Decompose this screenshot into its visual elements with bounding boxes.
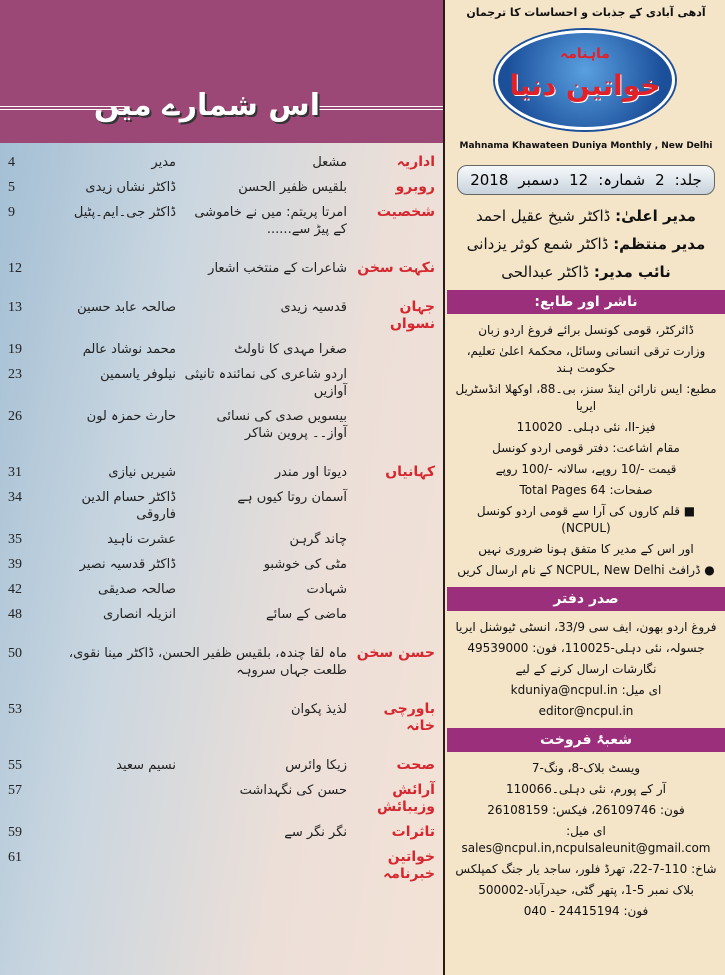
head_office-line: ای میل: kduniya@ncpul.in [510, 683, 662, 697]
magazine-logo [495, 30, 675, 130]
editor-line [447, 234, 725, 254]
english-name: Mahnama Khawateen Duniya Monthly , New Delhi [459, 141, 713, 151]
publisher-line: فیز-II، نئی دہلی۔ 110020 [516, 420, 656, 434]
toc-section: کہانیاں [385, 464, 435, 480]
publisher-line: صفحات: Total Pages 64 [519, 483, 653, 497]
info-blocks [447, 206, 725, 924]
publisher-line: مطبع: ایس نارائن اینڈ سنز، بی۔88، اوکھلا انڈسٹریل ایریا [455, 382, 717, 413]
toc-title: آسمان روتا کیوں ہے [237, 490, 347, 505]
toc-page: 57 [8, 783, 22, 798]
toc-section: اداریہ [396, 154, 435, 170]
toc-page: 13 [8, 300, 22, 315]
logo-monthly: ماہنامہ [560, 46, 610, 62]
head_office-line: جسولہ، نئی دہلی-110025، فون: 49539000 [467, 641, 705, 655]
toc-row [8, 641, 435, 683]
toc-row [8, 460, 435, 485]
toc-title: زیکا وائرس [285, 758, 347, 773]
toc-page: 34 [8, 490, 22, 505]
toc-author: صالحہ عابد حسین [77, 300, 176, 315]
toc-author: مدیر [151, 155, 176, 170]
editor-line [447, 206, 725, 226]
sales-line: شاخ: 110-7-22، تھرڈ فلور، ساجد یار جنگ کمپلکس [455, 862, 717, 876]
toc-title: شاعرات کے منتخب اشعار [208, 261, 347, 276]
toc-row [8, 697, 435, 739]
toc-title: نگر نگر سے [284, 825, 347, 840]
head_office-line: فروغ اردو بھون، ایف سی 33/9، انسٹی ٹیوشنل ایریا [455, 620, 717, 634]
number-label: شمارہ: [598, 171, 646, 189]
toc-row [8, 485, 435, 527]
toc-author: محمد نوشاد عالم [82, 342, 176, 357]
toc-title: لذیذ پکوان [290, 702, 347, 717]
toc-title: اردو شاعری کی نمائندہ تانیثی آوازیں [184, 367, 347, 399]
editor-name: ڈاکٹر عبدالحی [501, 263, 590, 281]
sales-line: فون: 26109746، فیکس: 26108159 [487, 803, 685, 817]
toc-section: نکہت سخن [357, 260, 435, 276]
toc-page: 55 [8, 758, 22, 773]
toc-row [8, 200, 435, 242]
toc-page: 50 [8, 646, 22, 661]
toc-section: باورچی خانہ [383, 701, 435, 734]
toc-page: 9 [8, 205, 15, 220]
issue-box [457, 165, 715, 195]
publisher-line: اور اس کے مدیر کا متفق ہونا ضروری نہیں [478, 542, 694, 556]
publisher-line: وزارت ترقی انسانی وسائل، محکمۂ اعلیٰ تعلیم، حکومت ہند [466, 344, 706, 375]
sales-line: ویسٹ بلاک-8، ونگ-7 [531, 761, 641, 775]
toc-row [8, 552, 435, 577]
toc-row [8, 150, 435, 175]
editor-role: مدیر اعلیٰ: [615, 207, 696, 225]
toc-title: دیوتا اور مندر [274, 465, 347, 480]
editor-role: نائب مدیر: [593, 263, 671, 281]
toc-row [8, 362, 435, 404]
toc-title: بیسویں صدی کی نسائی آواز۔۔ پروین شاکر [216, 409, 347, 441]
masthead-panel [447, 0, 725, 975]
toc-author: ڈاکٹر حسام الدین فاروقی [81, 490, 176, 522]
toc-page: 23 [8, 367, 22, 382]
volume-label: جلد: [674, 171, 702, 189]
editor-name: ڈاکٹر شمع کوثر یزدانی [466, 235, 609, 253]
editor-role: مدیر منتظم: [613, 235, 706, 253]
toc-title: امرتا پریتم: میں نے خاموشی کے پیڑ سے...... [194, 205, 347, 237]
toc-row [8, 845, 435, 887]
toc-author: حارث حمزہ لون [86, 409, 176, 424]
toc-section: خواتین خبرنامہ [383, 849, 435, 882]
toc-page: 42 [8, 582, 22, 597]
page-title: اس شمارے میں [93, 88, 320, 123]
toc-title: ماہ لقا چندہ، بلقیس ظفیر الحسن، ڈاکٹر مینا نقوی، طلعت جہاں سروہہ [68, 646, 347, 678]
toc-page: 31 [8, 465, 22, 480]
toc-row [8, 295, 435, 337]
toc-page: 48 [8, 607, 22, 622]
logo-name: خواتین دنیا [509, 69, 661, 102]
volume: 2 [655, 171, 665, 189]
toc-row [8, 778, 435, 820]
toc-page: 4 [8, 155, 15, 170]
toc-row [8, 753, 435, 778]
editor-line [447, 262, 725, 282]
toc-section: شخصیت [376, 204, 435, 220]
head_office-line: نگارشات ارسال کرنے کے لیے [515, 662, 657, 676]
toc-row [8, 820, 435, 845]
publisher-heading: ناشر اور طابع: [447, 290, 725, 314]
sales-line: بلاک نمبر 5-1، پتھر گٹی، حیدرآباد-500002 [478, 883, 694, 897]
toc-author: انزیلہ انصاری [103, 607, 176, 622]
contents-list [0, 150, 443, 887]
editor-name: ڈاکٹر شیخ عقیل احمد [476, 207, 611, 225]
publisher-line: ڈائرکٹر، قومی کونسل برائے فروغ اردو زبان [478, 323, 694, 337]
head_office-line: editor@ncpul.in [538, 704, 634, 718]
head_office-heading: صدر دفتر [447, 587, 725, 611]
sales-line: آر کے پورم، نئی دہلی۔110066 [506, 782, 666, 796]
toc-title: مشعل [312, 155, 347, 170]
toc-author: ڈاکٹر جی۔ایم۔پٹیل [73, 205, 176, 220]
toc-section: صحت [396, 757, 435, 773]
toc-author: ڈاکٹر قدسیہ نصیر [79, 557, 176, 572]
toc-title: قدسیہ زیدی [280, 300, 347, 315]
tagline: آدھی آبادی کے جذبات و احساسات کا ترجمان [466, 6, 706, 19]
toc-page: 5 [8, 180, 15, 195]
toc-author: شیریں نیازی [108, 465, 176, 480]
contents-header [0, 0, 443, 143]
toc-author: عشرت ناہید [107, 532, 176, 547]
publisher-line: ■ قلم کاروں کی آرا سے قومی اردو کونسل (NCPUL) [476, 504, 696, 535]
toc-section: تاثرات [391, 824, 435, 840]
toc-author: نیلوفر یاسمین [100, 367, 176, 382]
toc-page: 39 [8, 557, 22, 572]
toc-row [8, 602, 435, 627]
toc-section: آرائش وزیبائش [376, 782, 435, 815]
toc-row [8, 577, 435, 602]
toc-title: چاند گرہن [289, 532, 347, 547]
toc-row [8, 256, 435, 281]
toc-author: نسیم سعید [116, 758, 176, 773]
toc-author: ڈاکٹر نشاں زیدی [85, 180, 176, 195]
publisher-line: ● ڈرافٹ NCPUL, New Delhi کے نام ارسال کریں [457, 563, 715, 577]
toc-page: 35 [8, 532, 22, 547]
toc-section: جہان نسواں [389, 299, 435, 332]
toc-page: 19 [8, 342, 22, 357]
toc-row [8, 404, 435, 446]
number: 12 [569, 171, 589, 189]
publisher-line: قیمت -/10 روپے، سالانہ -/100 روپے [495, 462, 677, 476]
toc-title: حسن کی نگہداشت [239, 783, 347, 798]
toc-page: 59 [8, 825, 22, 840]
toc-page: 12 [8, 261, 22, 276]
toc-page: 61 [8, 850, 22, 865]
toc-row [8, 337, 435, 362]
toc-title: شہادت [306, 582, 347, 597]
toc-page: 53 [8, 702, 22, 717]
toc-title: ماضی کے سائے [266, 607, 347, 622]
year: 2018 [470, 171, 509, 189]
toc-section: حسن سخن [356, 645, 435, 661]
toc-row [8, 527, 435, 552]
toc-title: بلقیس ظفیر الحسن [238, 180, 347, 195]
sales-line: فون: 24415194 - 040 [523, 904, 649, 918]
sales-heading: شعبۂ فروخت [447, 728, 725, 752]
toc-title: صغرا مہدی کا ناولٹ [234, 342, 347, 357]
toc-author: صالحہ صدیقی [98, 582, 176, 597]
toc-section: روبرو [395, 179, 435, 195]
toc-title: مٹی کی خوشبو [263, 557, 347, 572]
toc-page: 26 [8, 409, 22, 424]
toc-row [8, 175, 435, 200]
month: دسمبر [518, 171, 560, 189]
sales-line: ای میل: sales@ncpul.in,ncpulsaleunit@gmail.com [461, 824, 711, 855]
header-rule-right [318, 106, 443, 110]
publisher-line: مقام اشاعت: دفتر قومی اردو کونسل [492, 441, 680, 455]
